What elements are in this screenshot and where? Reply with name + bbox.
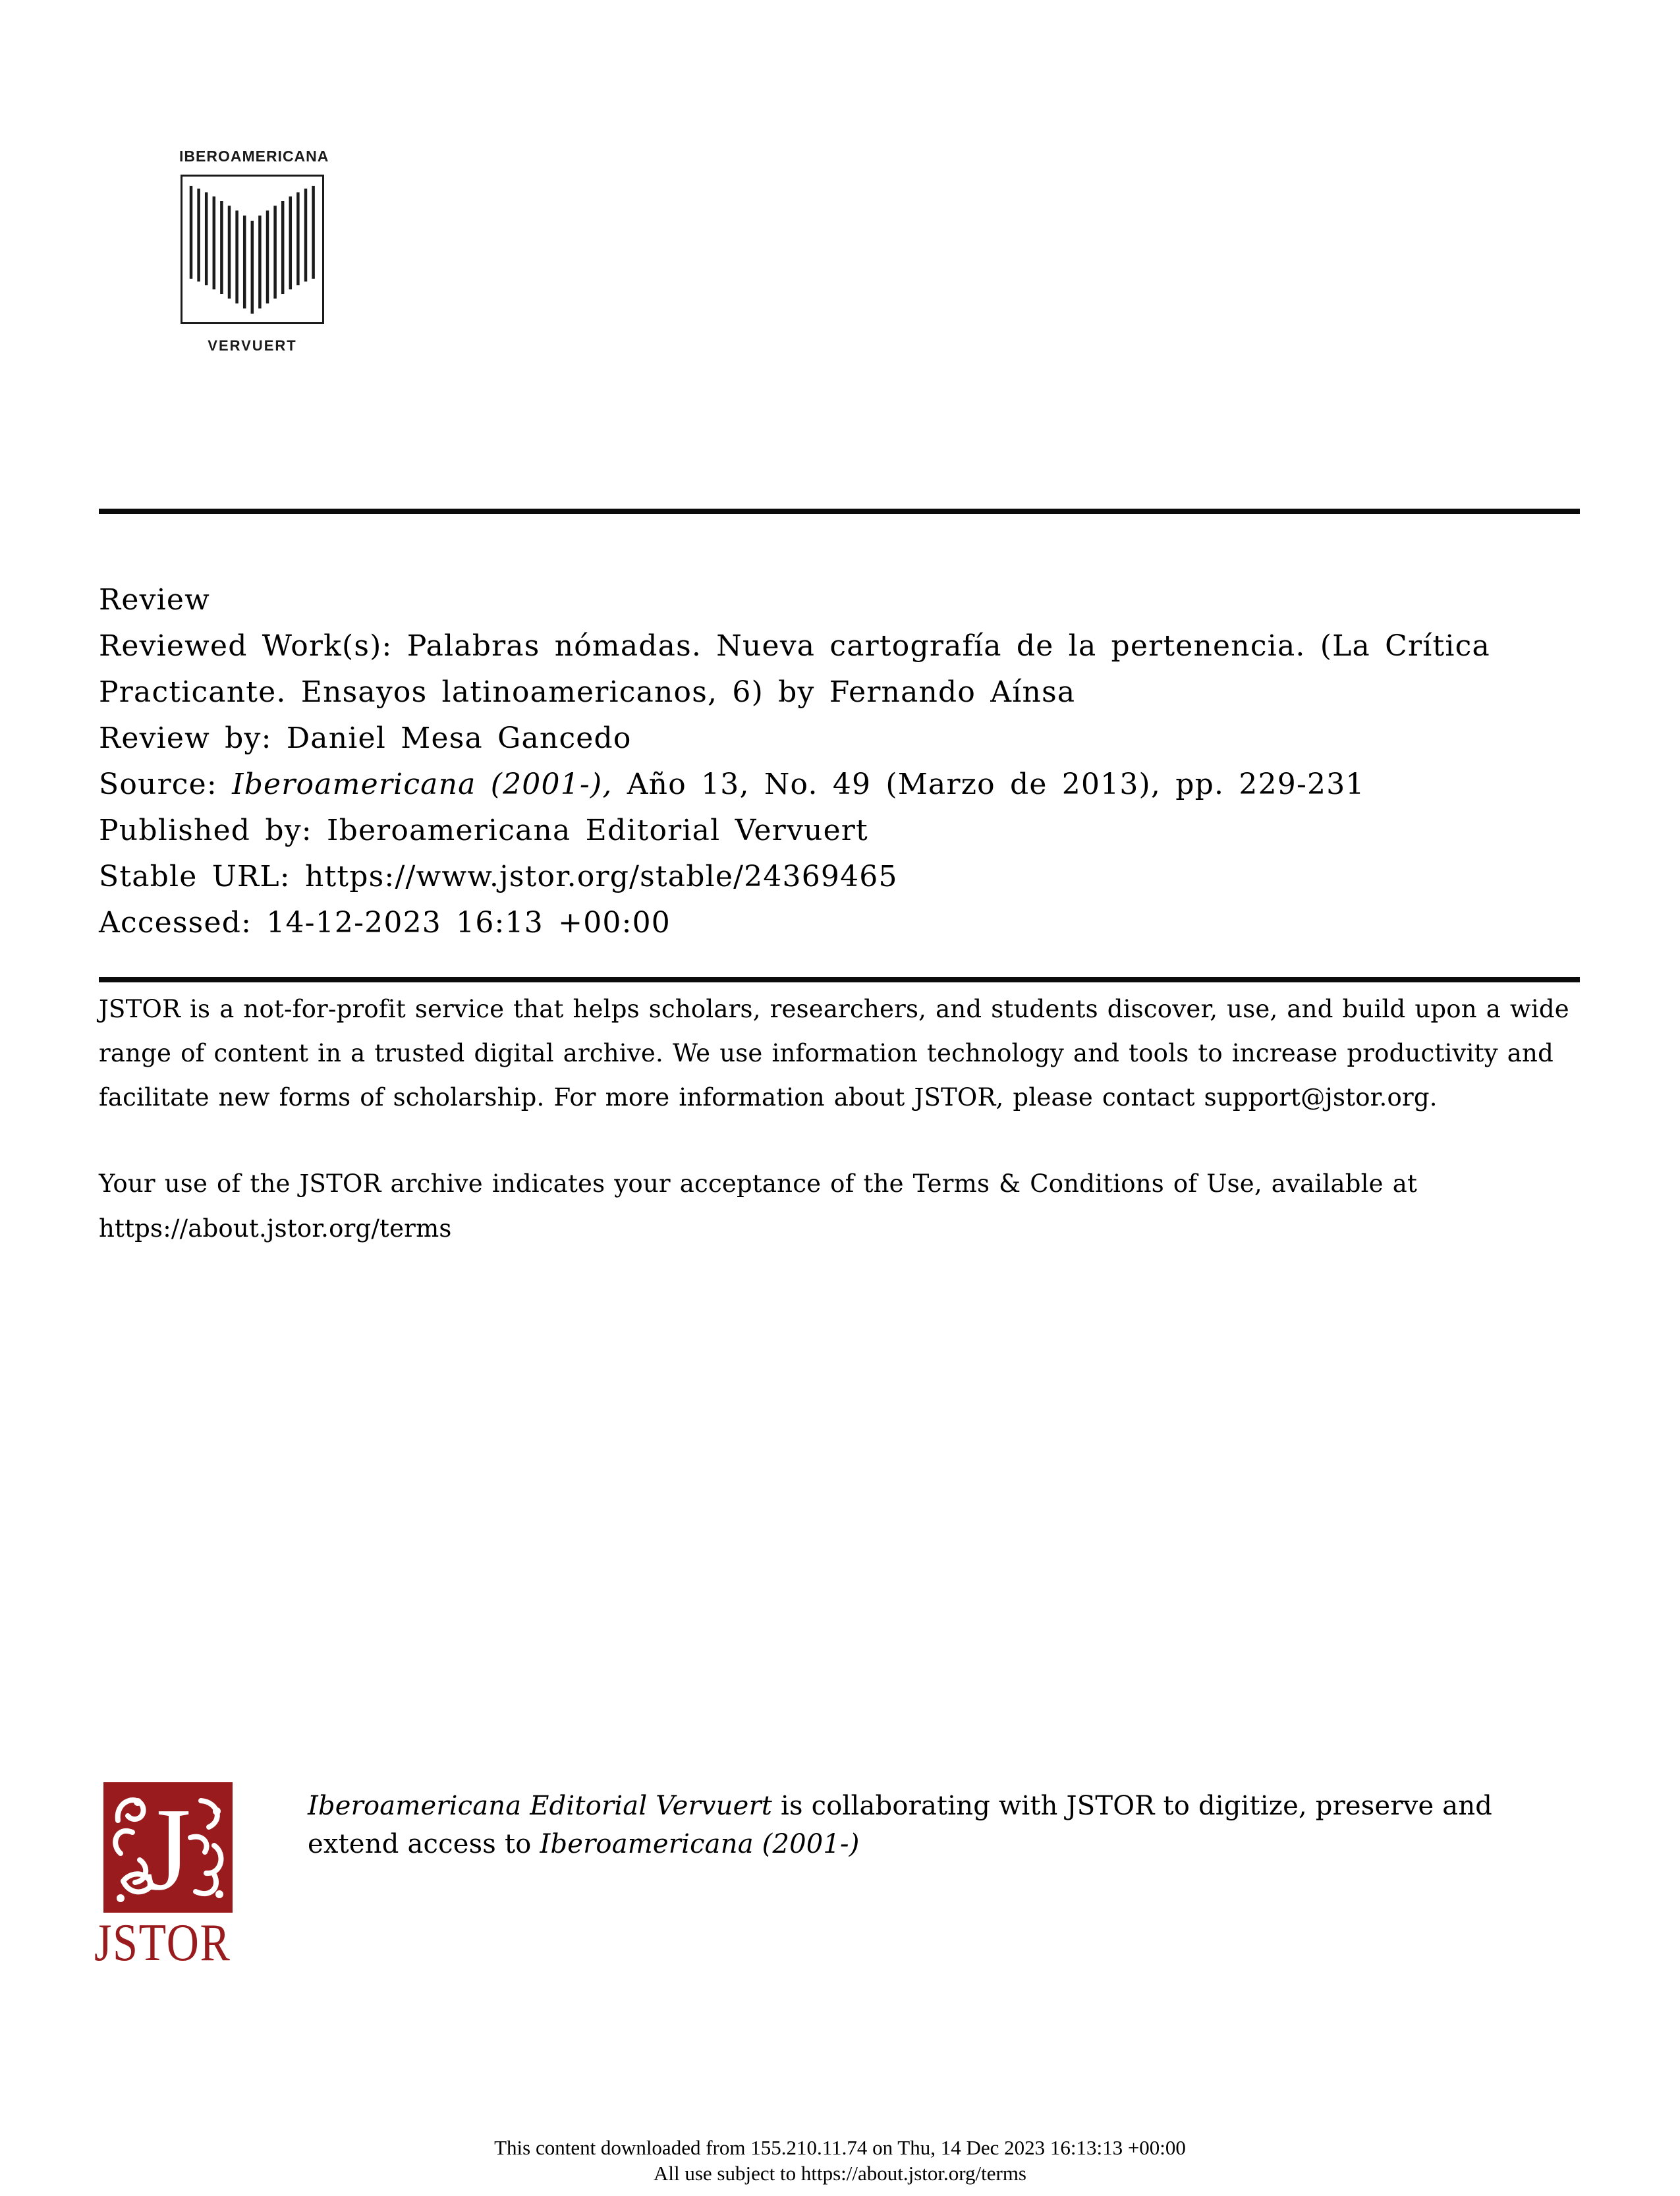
- text-segment: extend access to: [308, 1829, 540, 1859]
- footer-terms-info: All use subject to https://about.jstor.org/terms: [653, 2162, 1026, 2185]
- download-footer: [0, 2135, 1680, 2186]
- publisher-logo: [179, 148, 329, 354]
- citation-line: [99, 716, 1490, 762]
- jstor-ornamental-j-icon: [103, 1782, 233, 1913]
- text-segment: Published by: Iberoamericana Editorial Vervuert: [99, 814, 868, 847]
- jstor-terms-paragraph: [99, 1162, 1509, 1251]
- text-segment: facilitate new forms of scholarship. For more information about JSTOR, please contact support@jstor.org.: [99, 1083, 1438, 1112]
- text-segment: Accessed: 14-12-2023 16:13 +00:00: [99, 906, 671, 940]
- citation-line: [99, 623, 1490, 669]
- italic-text: Iberoamericana Editorial Vervuert: [308, 1791, 773, 1821]
- jstor-wordmark: JSTOR: [94, 1914, 231, 1972]
- text-segment: range of content in a trusted digital archive. We use information technology and tools to increase productivity and: [99, 1039, 1554, 1067]
- paragraph-line: [99, 1075, 1509, 1119]
- text-segment: Review by: Daniel Mesa Gancedo: [99, 721, 632, 755]
- publisher-name-label: IBEROAMERICANA: [179, 148, 329, 165]
- citation-line: [99, 900, 1490, 946]
- footer-download-info: This content downloaded from 155.210.11.74 on Thu, 14 Dec 2023 16:13:13 +00:00: [494, 2136, 1186, 2159]
- citation-line: [99, 854, 1490, 900]
- text-segment: JSTOR is a not-for-profit service that helps scholars, researchers, and students discover, use, and build upon a wide: [99, 995, 1569, 1023]
- citation-line: [99, 762, 1490, 808]
- url-link[interactable]: https://about.jstor.org/terms: [99, 1214, 452, 1243]
- citation-block: [99, 577, 1490, 946]
- url-link[interactable]: https://www.jstor.org/stable/24369465: [304, 860, 898, 893]
- text-segment: Review: [99, 583, 210, 617]
- citation-line: [99, 808, 1490, 854]
- citation-line: [99, 669, 1490, 716]
- jstor-logo: [103, 1782, 233, 1915]
- paragraph-line: [99, 1031, 1554, 1075]
- paragraph-line: [99, 1162, 1509, 1206]
- italic-text: Iberoamericana (2001-): [540, 1829, 860, 1859]
- open-book-bars-icon: [181, 175, 324, 324]
- horizontal-rule-top: [99, 509, 1580, 514]
- collaboration-note: [308, 1787, 1492, 1863]
- jstor-initial: J: [144, 1784, 192, 1913]
- text-segment: Reviewed Work(s): Palabras nómadas. Nueva cartografía de la pertenencia. (La Crítica: [99, 629, 1490, 663]
- text-segment: is collaborating with JSTOR to digitize, preserve and: [772, 1791, 1493, 1821]
- jstor-about-paragraph: [99, 987, 1569, 1119]
- italic-text: Iberoamericana (2001-),: [232, 768, 613, 801]
- publisher-imprint-label: VERVUERT: [208, 337, 297, 354]
- collaboration-line: [308, 1825, 1492, 1863]
- collaboration-line: [308, 1787, 1492, 1825]
- paragraph-line: [99, 987, 1569, 1031]
- text-segment: Stable URL:: [99, 860, 305, 893]
- paragraph-line: [99, 1206, 1509, 1251]
- text-segment: Año 13, No. 49 (Marzo de 2013), pp. 229-231: [612, 768, 1365, 801]
- text-segment: Source:: [99, 768, 233, 801]
- horizontal-rule-middle: [99, 977, 1580, 982]
- text-segment: Your use of the JSTOR archive indicates your acceptance of the Terms & Conditions of Use, available at: [99, 1169, 1418, 1198]
- text-segment: Practicante. Ensayos latinoamericanos, 6) by Fernando Aínsa: [99, 675, 1076, 709]
- citation-line: [99, 577, 1490, 623]
